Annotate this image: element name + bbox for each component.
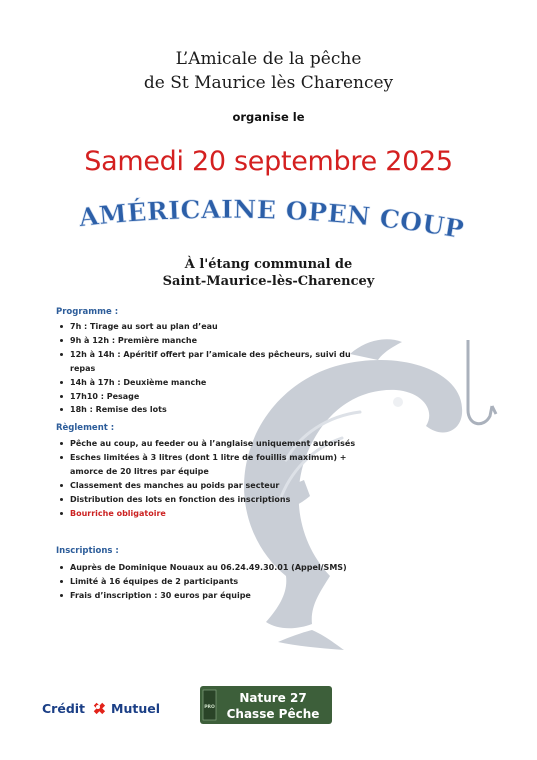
list-item: Classement des manches au poids par secteur [56, 479, 356, 493]
venue-line-1: À l'étang communal de [184, 257, 353, 272]
event-title [40, 186, 500, 258]
list-item: Auprès de Dominique Nouaux au 06.24.49.30.01 (Appel/SMS) [56, 561, 376, 575]
list-item: 12h à 14h : Apéritif offert par l’amicale des pêcheurs, suivi du repas [56, 348, 376, 376]
credit-mutuel-logo [42, 700, 160, 716]
list-item: 17h10 : Pesage [56, 390, 376, 404]
fishing-hook-icon [468, 340, 492, 424]
organizer-line-2: de St Maurice lès Charencey [143, 73, 394, 93]
venue-line-2: Saint-Maurice-lès-Charencey [162, 274, 375, 289]
nature27-line-1: Nature 27 [239, 691, 307, 705]
credit-mutuel-text-1: Crédit [42, 700, 86, 716]
organise-text: organise le [232, 110, 305, 124]
list-item: 18h : Remise des lots [56, 403, 376, 417]
nature27-logo-icon [200, 686, 332, 724]
inscriptions-title: Inscriptions : [56, 546, 119, 556]
event-date: Samedi 20 septembre 2025 [84, 146, 453, 177]
list-item: Limité à 16 équipes de 2 participants [56, 575, 376, 589]
list-item: 14h à 17h : Deuxième manche [56, 376, 376, 390]
programme-list [56, 320, 376, 417]
reglement-list [56, 437, 356, 520]
credit-mutuel-logo-icon [89, 700, 107, 716]
event-title-text: AMÉRICAINE OPEN COUP [77, 194, 467, 245]
programme-title: Programme : [56, 307, 119, 317]
list-item: 7h : Tirage au sort au plan d’eau [56, 320, 376, 334]
list-item: Esches limitées à 3 litres (dont 1 litre de fouillis maximum) + amorce de 20 litres par équipe [56, 451, 356, 479]
list-item-highlight: Bourriche obligatoire [56, 507, 356, 521]
nature27-line-2: Chasse Pêche [226, 707, 320, 721]
list-item: 9h à 12h : Première manche [56, 334, 376, 348]
list-item: Pêche au coup, au feeder ou à l’anglaise uniquement autorisés [56, 437, 356, 451]
svg-text:PRO: PRO [204, 705, 215, 710]
svg-text:AMÉRICAINE OPEN COUP [77, 195, 467, 245]
reglement-title: Règlement : [56, 423, 115, 433]
list-item: Distribution des lots en fonction des inscriptions [56, 493, 356, 507]
credit-mutuel-text-2: Mutuel [111, 700, 161, 716]
list-item: Frais d’inscription : 30 euros par équipe [56, 589, 376, 603]
inscriptions-list [56, 561, 376, 603]
organizer-line-1: L’Amicale de la pêche [175, 49, 362, 69]
